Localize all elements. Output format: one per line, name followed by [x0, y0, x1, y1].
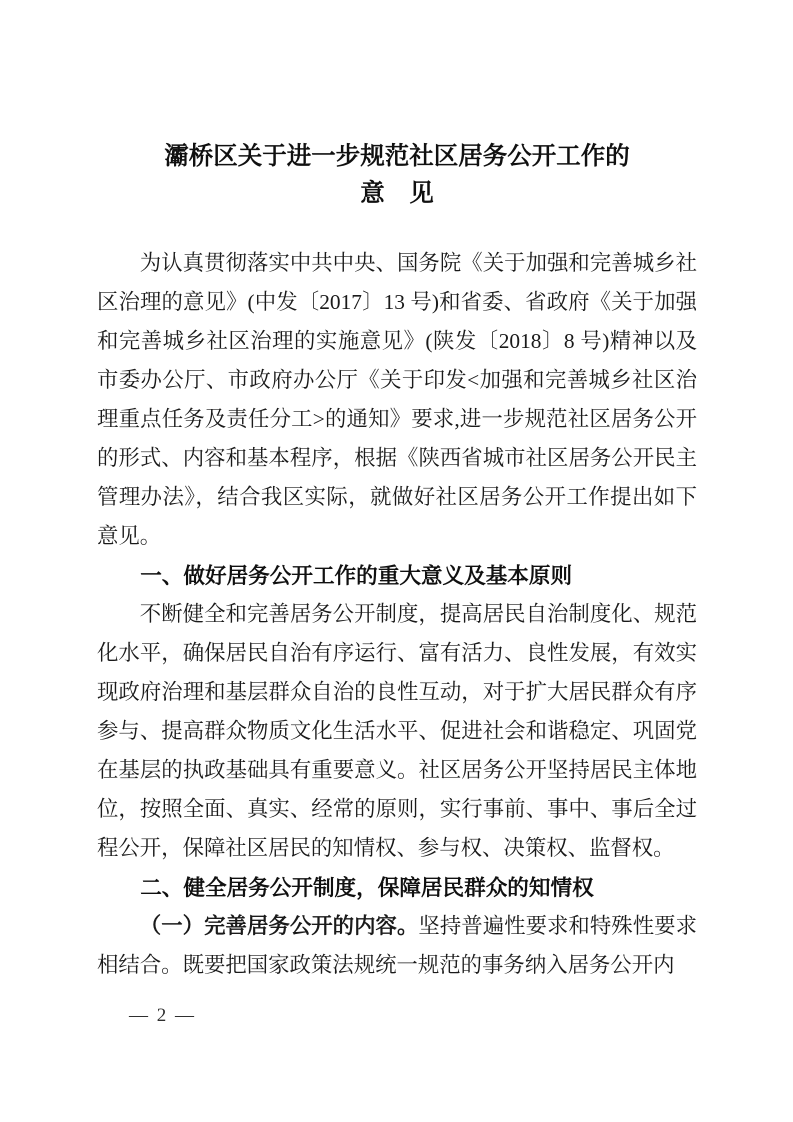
paragraph-item-1	[97, 907, 697, 985]
section-heading-2: 二、健全居务公开制度，保障居民群众的知情权	[140, 875, 594, 900]
document-title	[97, 138, 697, 212]
document-title-line-1: 灞桥区关于进一步规范社区居务公开工作的	[164, 143, 630, 170]
document-title-line-2: 意 见	[360, 180, 434, 207]
page-number: — 2 —	[129, 1005, 196, 1026]
section-heading-1: 一、做好居务公开工作的重大意义及基本原则	[140, 563, 573, 588]
paragraph-preamble: 为认真贯彻落实中共中央、国务院《关于加强和完善城乡社区治理的意见》(中发〔2017〕13 号)和省委、省政府《关于加强和完善城乡社区治理的实施意见》(陕发〔2018〕8 号)精神以及市委办公厅、市政府办公厅《关于印发<加强和完善城乡社区治理重点任务及责任分工>的通知》要求,进一步规范社区居务公开的形式、内容和基本程序，根据《陕西省城市社区居务公开民主管理办法》，结合我区实际，就做好社区居务公开工作提出如下意见。	[97, 251, 697, 548]
item-1-text: 坚持普遍性要求和特殊性要求相结合。既要把国家政策法规统一规范的事务纳入居务公开内	[97, 914, 697, 977]
document-body	[97, 244, 697, 985]
item-1-lead: （一）完善居务公开的内容。	[139, 914, 419, 938]
paragraph-significance: 不断健全和完善居务公开制度，提高居民自治制度化、规范化水平，确保居民自治有序运行、富有活力、良性发展，有效实现政府治理和基层群众自治的良性互动，对于扩大居民群众有序参与、提高群众物质文化生活水平、促进社会和谐稳定、巩固党在基层的执政基础具有重要意义。社区居务公开坚持居民主体地位，按照全面、真实、经常的原则，实行事前、事中、事后全过程公开，保障社区居民的知情权、参与权、决策权、监督权。	[97, 602, 697, 860]
